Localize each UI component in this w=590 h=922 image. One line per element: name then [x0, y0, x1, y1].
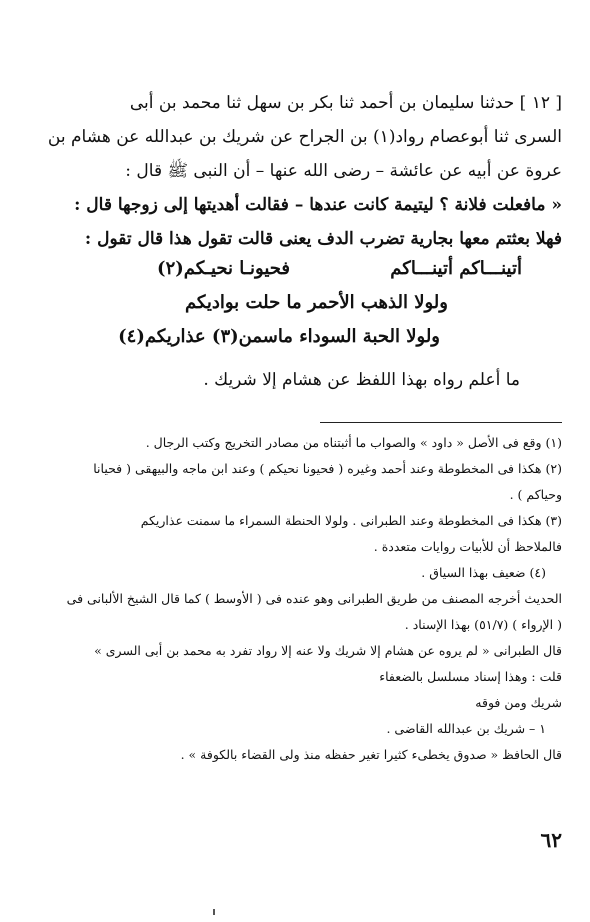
commentary-line-7: قال الحافظ « صدوق يخطىء كثيرا تغير حفظه منذ ولى القضاء بالكوفة » . [180, 747, 562, 762]
commentary-line-5: شريك ومن فوقه [475, 695, 562, 710]
commentary-line-1: الحديث أخرجه المصنف من طريق الطبرانى وهو عنده فى ( الأوسط ) كما قال الشيخ الألبانى فى [66, 591, 562, 606]
hadith-line-2: السرى ثنا أبوعصام رواد(١) بن الجراح عن شريك بن عبدالله عن هشام بن [47, 127, 562, 147]
hadith-line-1: [ ١٢ ] حدثنا سليمان بن أحمد ثنا بكر بن سهل ثنا محمد بن أبى [129, 93, 562, 113]
print-mark [213, 909, 215, 915]
verse-2: ولولا الذهب الأحمر ما حلت بواديكم [184, 292, 448, 313]
footnote-3: (٣) هكذا فى المخطوطة وعند الطبرانى . ولولا الحنطة السمراء ما سمنت عذاريكم [140, 513, 562, 528]
commentary-line-3: قال الطبرانى « لم يروه عن هشام إلا شريك ولا عنه إلا رواد تفرد به محمد بن أبى السرى » [94, 643, 562, 658]
verse-1-first-half: أتينـــاكم أتينـــاكم [390, 258, 522, 279]
footnote-3-cont: فالملاحظ أن للأبيات روايات متعددة . [373, 539, 562, 554]
footnote-2-cont: وحياكم ) . [509, 487, 562, 502]
closing-remark: ما أعلم رواه بهذا اللفظ عن هشام إلا شريك . [203, 370, 520, 390]
hadith-line-4: « مافعلت فلانة ؟ ليتيمة كانت عندها – فقالت أهديتها إلى زوجها قال : [74, 195, 562, 215]
hadith-line-5: فهلا بعثتم معها بجارية تضرب الدف يعنى قالت تقول هذا قال تقول : [84, 229, 562, 249]
footnote-4: (٤) ضعيف بهذا السياق . [421, 565, 546, 580]
hadith-text [40, 86, 562, 256]
hadith-line-3: عروة عن أبيه عن عائشة – رضى الله عنها – أن النبى ﷺ قال : [125, 161, 562, 181]
page-number: ٦٢ [540, 828, 562, 852]
commentary-line-2: ( الإرواء ) (٥١/٧) بهذا الإسناد . [404, 617, 562, 632]
footnotes [36, 430, 562, 768]
commentary-line-6: ١ – شريك بن عبدالله القاضى . [386, 721, 546, 736]
footnote-divider [320, 422, 562, 423]
verse-3: ولولا الحبة السوداء ماسمن(٣) عذاريكم(٤) [118, 326, 440, 347]
verse-1-second-half: فحيونـا نحيـكم(٢) [157, 258, 290, 279]
footnote-1: (١) وقع فى الأصل « داود » والصواب ما أثبتناه من مصادر التخريج وكتب الرجال . [145, 435, 562, 450]
commentary-line-4: قلت : وهذا إسناد مسلسل بالضعفاء [379, 669, 562, 684]
footnote-2: (٢) هكذا فى المخطوطة وعند أحمد وغيره ( فحيونا نحيكم ) وعند ابن ماجه والبيهقى ( فحيانا [93, 461, 562, 476]
